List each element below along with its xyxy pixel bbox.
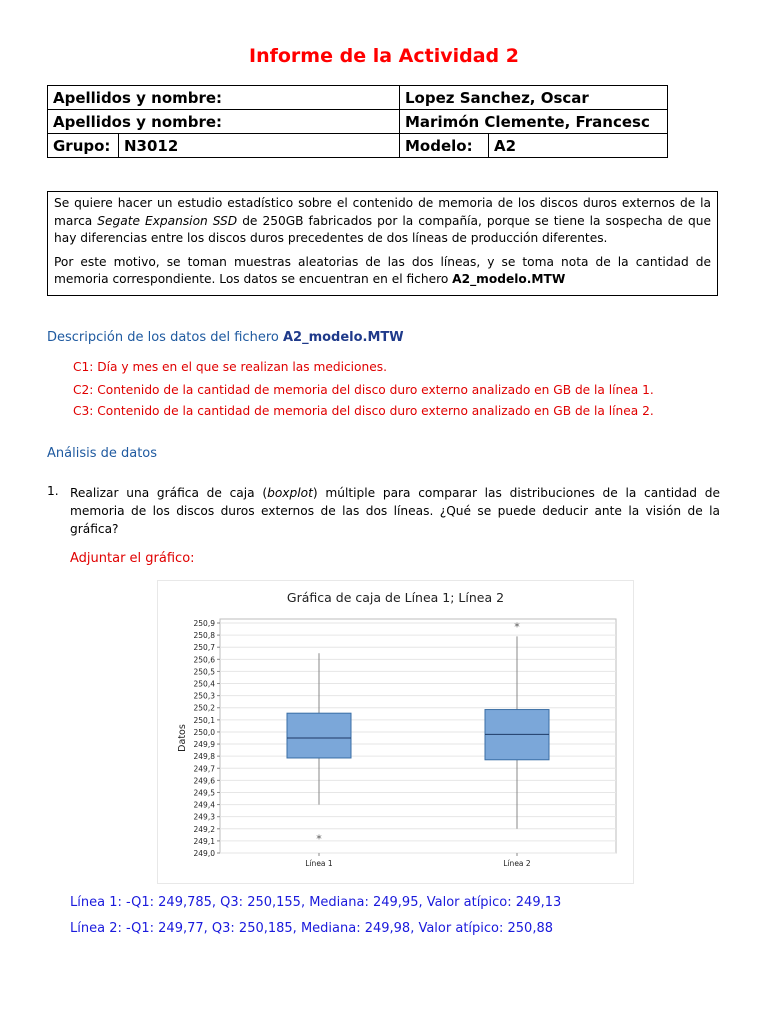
question-number: 1.	[47, 484, 59, 498]
name-label-2: Apellidos y nombre:	[48, 110, 400, 134]
y-tick-label: 249,4	[193, 800, 215, 810]
intro-paragraph-1: Se quiere hacer un estudio estadístico sobre el contenido de memoria de los discos duros externos de la marca Segate Expansion SSD de 250GB fabricados por la compañía, porque se tiene la sospecha de que hay diferencias entre los discos duros precedentes de dos líneas de producción diferentes.	[54, 196, 711, 245]
y-tick-label: 249,3	[193, 812, 215, 822]
plot-area	[220, 619, 616, 853]
boxplot-chart	[157, 580, 634, 884]
name-value-1: Lopez Sanchez, Oscar	[400, 86, 668, 110]
column-c1: C1: Día y mes en el que se realizan las mediciones.	[73, 360, 387, 374]
y-tick-label: 249,0	[193, 849, 215, 858]
y-tick-label: 250,4	[193, 679, 215, 689]
y-tick-label: 249,6	[193, 776, 215, 786]
y-tick-label: 250,9	[193, 619, 215, 628]
y-tick-label: 250,2	[193, 703, 215, 713]
page-title: Informe de la Actividad 2	[249, 45, 519, 67]
y-tick-label: 249,8	[193, 752, 215, 762]
column-c2: C2: Contenido de la cantidad de memoria del disco duro externo analizado en GB de la línea 1.	[73, 383, 654, 397]
y-tick-label: 250,3	[193, 691, 215, 701]
outlier-point: *	[514, 620, 520, 634]
group-value: N3012	[119, 134, 400, 158]
model-value: A2	[489, 134, 668, 158]
y-tick-label: 250,1	[193, 715, 215, 725]
x-tick-label: Línea 2	[503, 859, 531, 868]
model-label: Modelo:	[400, 134, 489, 158]
analysis-heading: Análisis de datos	[47, 446, 158, 461]
intro-paragraph-2: Por este motivo, se toman muestras aleatorias de las dos líneas, y se toma nota de la cantidad de memoria correspondiente. Los datos se encuentran en el fichero A2_modelo.MTW	[54, 254, 711, 286]
y-tick-label: 250,0	[193, 727, 215, 737]
x-tick-label: Línea 1	[305, 859, 333, 868]
name-value-2: Marimón Clemente, Francesc	[400, 110, 668, 134]
description-heading: Descripción de los datos del fichero A2_modelo.MTW	[47, 330, 404, 345]
y-tick-label: 249,9	[193, 740, 215, 750]
intro-box	[47, 191, 718, 296]
y-tick-label: 250,7	[193, 643, 215, 653]
summary-line-2: Línea 2: -Q1: 249,77, Q3: 250,185, Mediana: 249,98, Valor atípico: 250,88	[70, 921, 553, 936]
y-tick-label: 250,8	[193, 631, 215, 641]
chart-canvas	[158, 581, 633, 883]
column-c3: C3: Contenido de la cantidad de memoria del disco duro externo analizado en GB de la línea 2.	[73, 404, 654, 418]
y-tick-label: 249,7	[193, 764, 215, 774]
group-label: Grupo:	[48, 134, 119, 158]
attach-label: Adjuntar el gráfico:	[70, 551, 195, 566]
y-tick-label: 250,6	[193, 655, 215, 665]
y-axis-label: Datos	[177, 724, 188, 752]
outlier-point: *	[316, 832, 322, 846]
chart-title: Gráfica de caja de Línea 1; Línea 2	[286, 590, 505, 605]
question-text: Realizar una gráfica de caja (boxplot) múltiple para comparar las distribuciones de la cantidad de memoria de los discos duros externos de las dos líneas. ¿Qué se puede deducir ante la visión de la gráfica?	[70, 486, 720, 536]
info-table	[47, 85, 668, 158]
summary-line-1: Línea 1: -Q1: 249,785, Q3: 250,155, Mediana: 249,95, Valor atípico: 249,13	[70, 895, 562, 910]
y-tick-label: 250,5	[193, 667, 215, 677]
y-tick-label: 249,5	[193, 788, 215, 798]
name-label-1: Apellidos y nombre:	[48, 86, 400, 110]
y-tick-label: 249,2	[193, 824, 215, 834]
y-tick-label: 249,1	[193, 836, 215, 846]
box	[287, 713, 351, 758]
